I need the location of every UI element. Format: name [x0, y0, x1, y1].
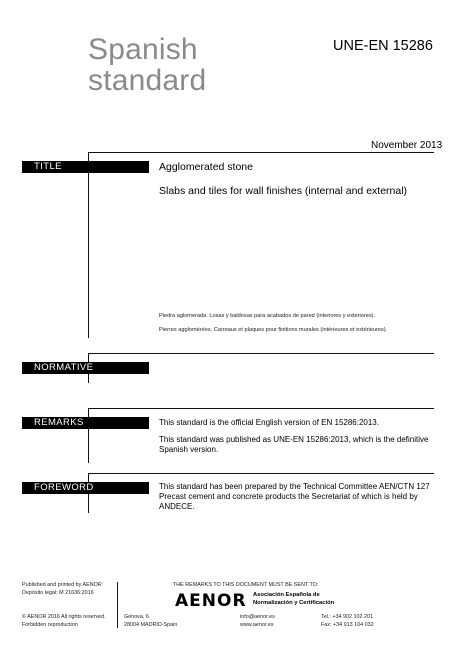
foreword-top-rule [88, 473, 434, 474]
aenor-logo-line-2: Normalización y Certificación [253, 600, 335, 606]
standard-subtitle: Slabs and tiles for wall finishes (internal and external) [159, 185, 408, 197]
footer-address-1: Génova, 6 [124, 614, 149, 620]
footer-website: www.aenor.es [240, 622, 274, 628]
aenor-logo-line-1: Asociación Española de [253, 592, 320, 598]
standard-name: Agglomerated stone [159, 161, 253, 173]
remarks-line-1: This standard is the official English version of EN 15286:2013. [159, 418, 379, 427]
document-type-heading [88, 34, 206, 96]
section-label-foreword: FOREWORD [22, 482, 149, 494]
section-label-title: TITLE [22, 161, 149, 173]
footer-published: Published and printed by AENOR [22, 582, 102, 588]
footer-telephone: Tel.: +34 902 102 201 [321, 614, 374, 620]
footer-copyright: © AENOR 2016 All rights reserved. [22, 614, 106, 620]
normative-top-rule [88, 353, 434, 354]
remarks-top-rule [88, 408, 434, 409]
foreword-text: This standard has been prepared by the Technical Committee AEN/CTN 127 Precast cement and concrete products the Secretariat of which is held by ANDECE. [159, 482, 430, 511]
footer-forbidden: Forbidden reproduction [22, 622, 78, 628]
remarks-line-2: This standard was published as UNE-EN 15286:2013, which is the definitive Spanish version. [159, 435, 429, 454]
french-title: Pierres agglomérées. Carreaux et plaques pour finitions murales (intérieures et extérieures). [159, 327, 388, 333]
heading-line-1: Spanish [88, 33, 198, 66]
heading-line-2: standard [88, 64, 207, 97]
footer-deposit: Depósito legal: M 21636:2016 [22, 590, 94, 596]
section-label-normative: NORMATIVE [22, 362, 149, 374]
title-top-rule [88, 152, 434, 153]
spanish-title: Piedra aglomerada. Losas y baldosas para acabados de pared (interiores y exteriores). [159, 313, 376, 319]
section-label-remarks: REMARKS [22, 417, 149, 429]
title-vertical-rule [88, 152, 89, 338]
footer-divider [117, 582, 118, 628]
footer-fax: Fax: +34 913 104 032 [321, 622, 374, 628]
footer-email: info@aenor.es [240, 614, 275, 620]
footer-address-2: 28004 MADRID-Spain [124, 622, 178, 628]
standard-code: UNE-EN 15286 [333, 38, 433, 54]
footer-remarks-to: THE REMARKS TO THIS DOCUMENT MUST BE SENT TO: [173, 582, 319, 588]
aenor-logo: AENOR [175, 591, 247, 611]
publication-date: November 2013 [371, 140, 443, 151]
